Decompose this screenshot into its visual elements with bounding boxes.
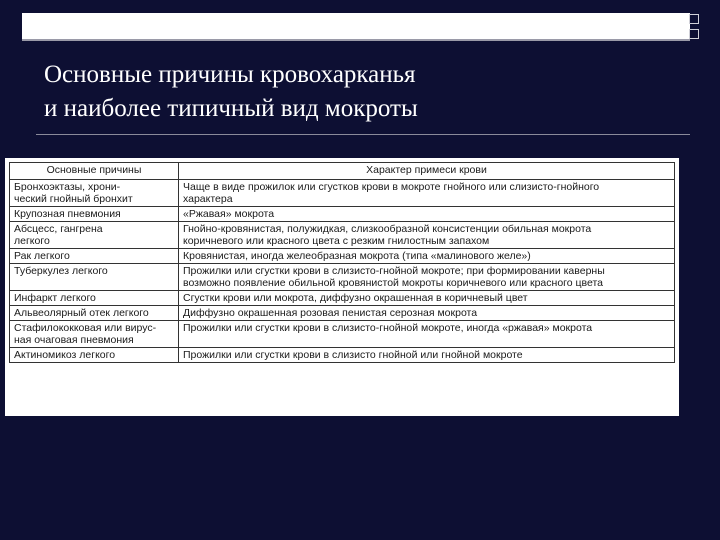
cell-line: «Ржавая» мокрота — [183, 208, 275, 220]
character-cell — [179, 348, 675, 363]
cell-line: характера — [183, 193, 233, 205]
cell-line: Прожилки или сгустки крови в слизисто-гнойной мокроте, иногда «ржавая» мокрота — [183, 322, 593, 334]
slide-title-line: и наиболее типичный вид мокроты — [44, 95, 418, 122]
character-cell — [179, 207, 675, 222]
causes-table — [9, 162, 675, 363]
corner-square-icon — [689, 29, 699, 39]
cell-line: Прожилки или сгустки крови в слизисто-гнойной мокроте; при формировании каверны — [183, 265, 605, 277]
table-image — [5, 158, 679, 416]
column-header: Основные причины — [10, 163, 179, 180]
cell-line: Инфаркт легкого — [14, 292, 96, 304]
table-row — [10, 222, 675, 249]
cell-line: Кровянистая, иногда желеобразная мокрота (типа «малинового желе») — [183, 250, 531, 262]
table-row — [10, 348, 675, 363]
cell-line: коричневого или красного цвета с резким гнилостным запахом — [183, 235, 490, 247]
cell-line: Туберкулез легкого — [14, 265, 108, 277]
character-cell — [179, 264, 675, 291]
cell-line: ная очаговая пневмония — [14, 334, 134, 346]
table-header-row — [10, 163, 675, 180]
title-divider — [36, 134, 690, 135]
character-cell — [179, 306, 675, 321]
top-bar — [22, 13, 690, 39]
slide-title — [44, 58, 684, 126]
cause-cell — [10, 180, 179, 207]
cell-line: Сгустки крови или мокрота, диффузно окрашенная в коричневый цвет — [183, 292, 528, 304]
cause-cell — [10, 264, 179, 291]
cell-line: Абсцесс, гангрена — [14, 223, 103, 235]
table-row — [10, 249, 675, 264]
cause-cell — [10, 249, 179, 264]
slide-title-line: Основные причины кровохарканья — [44, 61, 416, 88]
character-cell — [179, 291, 675, 306]
character-cell — [179, 249, 675, 264]
cause-cell — [10, 321, 179, 348]
cell-line: легкого — [14, 235, 50, 247]
table-row — [10, 321, 675, 348]
cell-line: Прожилки или сгустки крови в слизисто гнойной или гнойной мокроте — [183, 349, 523, 361]
cell-line: Диффузно окрашенная розовая пенистая серозная мокрота — [183, 307, 478, 319]
cause-cell — [10, 291, 179, 306]
corner-square-icon — [689, 14, 699, 24]
cell-line: Актиномикоз легкого — [14, 349, 116, 361]
cell-line: Чаще в виде прожилок или сгустков крови в мокроте гнойного или слизисто-гнойного — [183, 181, 600, 193]
table-row — [10, 180, 675, 207]
cell-line: Бронхоэктазы, хрони- — [14, 181, 121, 193]
column-header: Характер примеси крови — [179, 163, 675, 180]
cell-line: ческий гнойный бронхит — [14, 193, 133, 205]
cell-line: Стафилококковая или вирус- — [14, 322, 157, 334]
table-row — [10, 306, 675, 321]
cause-cell — [10, 306, 179, 321]
table-row — [10, 264, 675, 291]
cause-cell — [10, 348, 179, 363]
cell-line: возможно появление обильной кровянистой мокроты коричневого или красного цвета — [183, 277, 604, 289]
cell-line: Альвеолярный отек легкого — [14, 307, 149, 319]
top-bar-underline — [22, 39, 690, 41]
cause-cell — [10, 222, 179, 249]
character-cell — [179, 222, 675, 249]
cell-line: Гнойно-кровянистая, полужидкая, слизкообразной консистенции обильная мокрота — [183, 223, 592, 235]
cell-line: Рак легкого — [14, 250, 70, 262]
table-row — [10, 291, 675, 306]
table-row — [10, 207, 675, 222]
cell-line: Крупозная пневмония — [14, 208, 121, 220]
cause-cell — [10, 207, 179, 222]
character-cell — [179, 180, 675, 207]
corner-squares — [688, 12, 704, 42]
character-cell — [179, 321, 675, 348]
